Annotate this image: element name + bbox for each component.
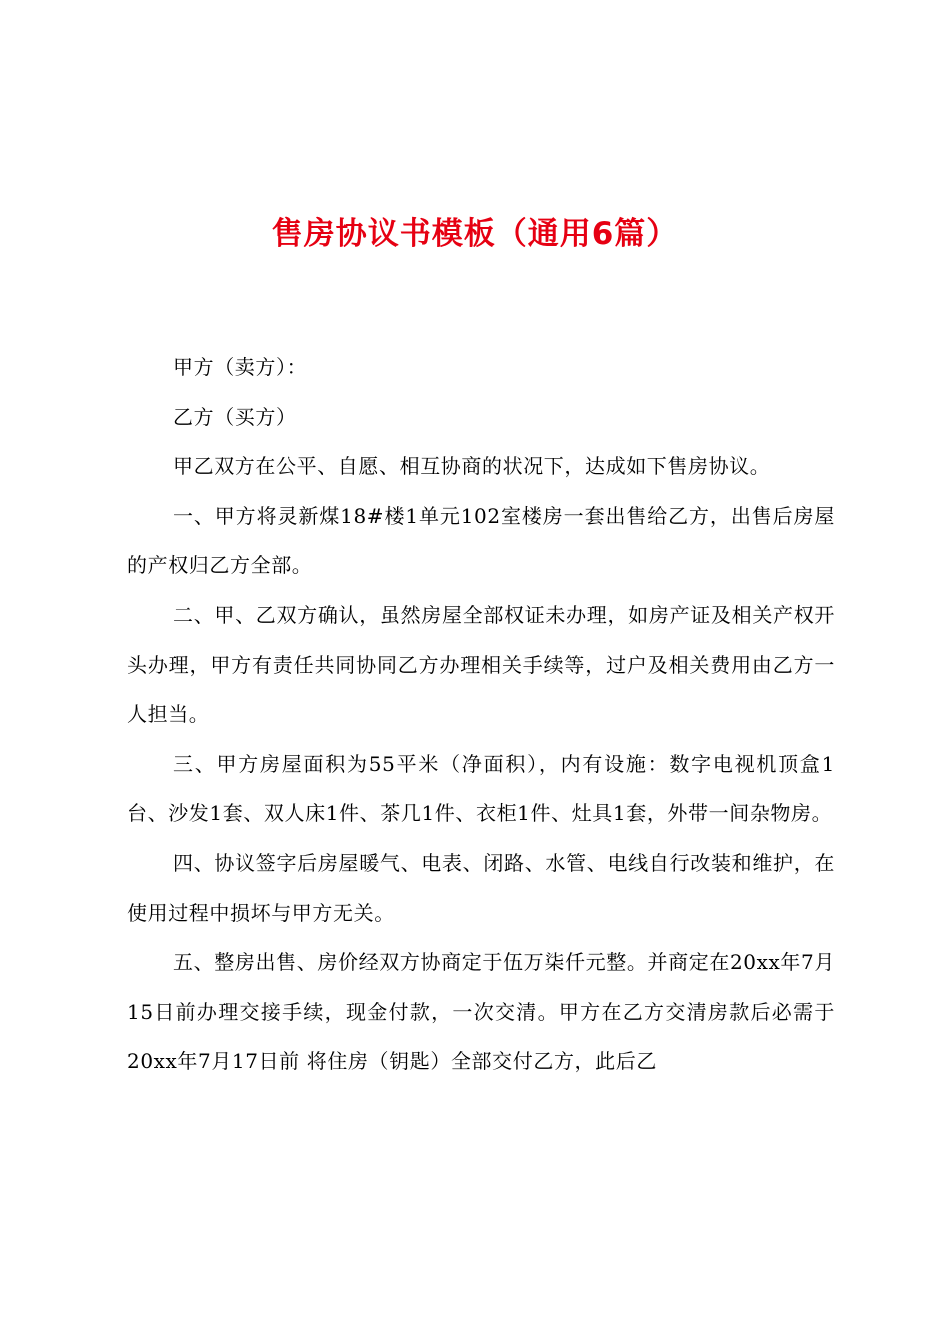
clause-1: 一、甲方将灵新煤18#楼1单元102室楼房一套出售给乙方，出售后房屋的产权归乙方全部。 xyxy=(127,503,835,578)
document-title: 售房协议书模板（通用6篇） xyxy=(271,216,679,252)
document-body xyxy=(127,343,835,1087)
clause-4: 四、协议签字后房屋暖气、电表、闭路、水管、电线自行改装和维护，在使用过程中损坏与甲方无关。 xyxy=(127,850,835,925)
clause-3: 三、甲方房屋面积为55平米（净面积），内有设施：数字电视机顶盒1台、沙发1套、双人床1件、茶几1件、衣柜1件、灶具1套，外带一间杂物房。 xyxy=(127,751,835,826)
clause-2: 二、甲、乙双方确认，虽然房屋全部权证未办理，如房产证及相关产权开头办理，甲方有责任共同协同乙方办理相关手续等，过户及相关费用由乙方一人担当。 xyxy=(127,602,835,727)
intro-paragraph: 甲乙双方在公平、自愿、相互协商的状况下，达成如下售房协议。 xyxy=(173,454,771,479)
party-a-line: 甲方（卖方）： xyxy=(173,355,308,379)
clause-5: 五、整房出售、房价经双方协商定于伍万柒仟元整。并商定在20xx年7月15日前办理交接手续，现金付款，一次交清。甲方在乙方交清房款后必需于20xx年7月17日前 将住房（钥匙）全部交付乙方，此后乙 xyxy=(127,950,835,1074)
party-b-line: 乙方（买方） xyxy=(173,404,297,429)
